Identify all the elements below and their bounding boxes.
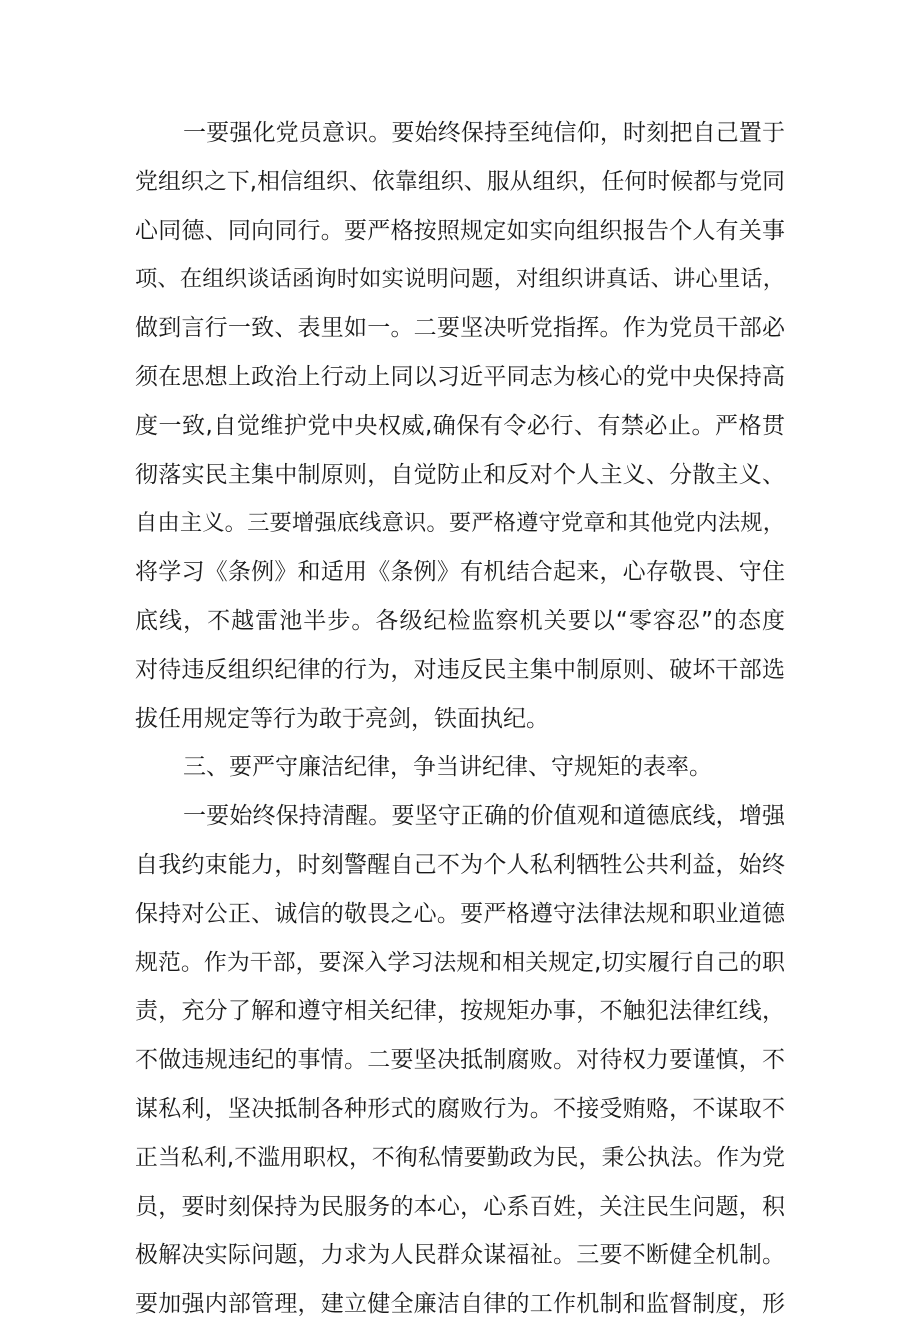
text-line-11: 底线，不越雷池半步。各级纪检监察机关要以“零容忍”的态度 bbox=[135, 607, 785, 634]
text-line-5: 做到言行一致、表里如一。二要坚决听党指挥。作为党员干部必 bbox=[135, 315, 785, 342]
text-line-17: 保持对公正、诚信的敬畏之心。要严格遵守法律法规和职业道德 bbox=[135, 900, 785, 927]
text-line-6: 须在思想上政治上行动上同以习近平同志为核心的党中央保持高 bbox=[135, 363, 785, 390]
text-line-3: 心同德、同向同行。要严格按照规定如实向组织报告个人有关事 bbox=[135, 217, 785, 244]
text-line-7: 度一致,自觉维护党中央权威,确保有令必行、有禁必止。严格贯 bbox=[135, 412, 785, 439]
text-line-22: 正当私利,不滥用职权，不徇私情要勤政为民，秉公执法。作为党 bbox=[135, 1144, 785, 1171]
text-line-15: 一要始终保持清醒。要坚守正确的价值观和道德底线，增强 bbox=[183, 803, 785, 830]
text-line-21: 谋私利，坚决抵制各种形式的腐败行为。不接受贿赂，不谋取不 bbox=[135, 1095, 785, 1122]
text-line-12: 对待违反组织纪律的行为，对违反民主集中制原则、破坏干部选 bbox=[135, 656, 785, 683]
text-line-9: 自由主义。三要增强底线意识。要严格遵守党章和其他党内法规， bbox=[135, 510, 785, 537]
text-line-16: 自我约束能力，时刻警醒自己不为个人私利牺牲公共利益，始终 bbox=[135, 851, 785, 878]
text-line-19: 责，充分了解和遵守相关纪律，按规矩办事，不触犯法律红线， bbox=[135, 998, 785, 1025]
text-line-20: 不做违规违纪的事情。二要坚决抵制腐败。对待权力要谨慎，不 bbox=[135, 1047, 785, 1074]
text-line-13: 拔任用规定等行为敢于亮剑，铁面执纪。 bbox=[135, 705, 549, 732]
section-heading: 三、要严守廉洁纪律，争当讲纪律、守规矩的表率。 bbox=[183, 754, 712, 781]
text-line-10: 将学习《条例》和适用《条例》有机结合起来，心存敬畏、守住 bbox=[135, 559, 785, 586]
text-line-25: 要加强内部管理，建立健全廉洁自律的工作机制和监督制度，形 bbox=[135, 1291, 785, 1318]
text-line-1: 一要强化党员意识。要始终保持至纯信仰，时刻把自己置于 bbox=[183, 120, 785, 146]
text-line-23: 员，要时刻保持为民服务的本心，心系百姓，关注民生问题，积 bbox=[135, 1193, 785, 1220]
body-text bbox=[135, 109, 785, 1329]
text-line-4: 项、在组织谈话函询时如实说明问题，对组织讲真话、讲心里话， bbox=[135, 266, 785, 293]
text-line-18: 规范。作为干部，要深入学习法规和相关规定,切实履行自己的职 bbox=[135, 949, 785, 976]
text-line-2: 党组织之下,相信组织、依靠组织、服从组织，任何时候都与党同 bbox=[135, 168, 785, 195]
text-line-8: 彻落实民主集中制原则，自觉防止和反对个人主义、分散主义、 bbox=[135, 461, 785, 488]
text-line-24: 极解决实际问题，力求为人民群众谋福祉。三要不断健全机制。 bbox=[135, 1242, 785, 1269]
